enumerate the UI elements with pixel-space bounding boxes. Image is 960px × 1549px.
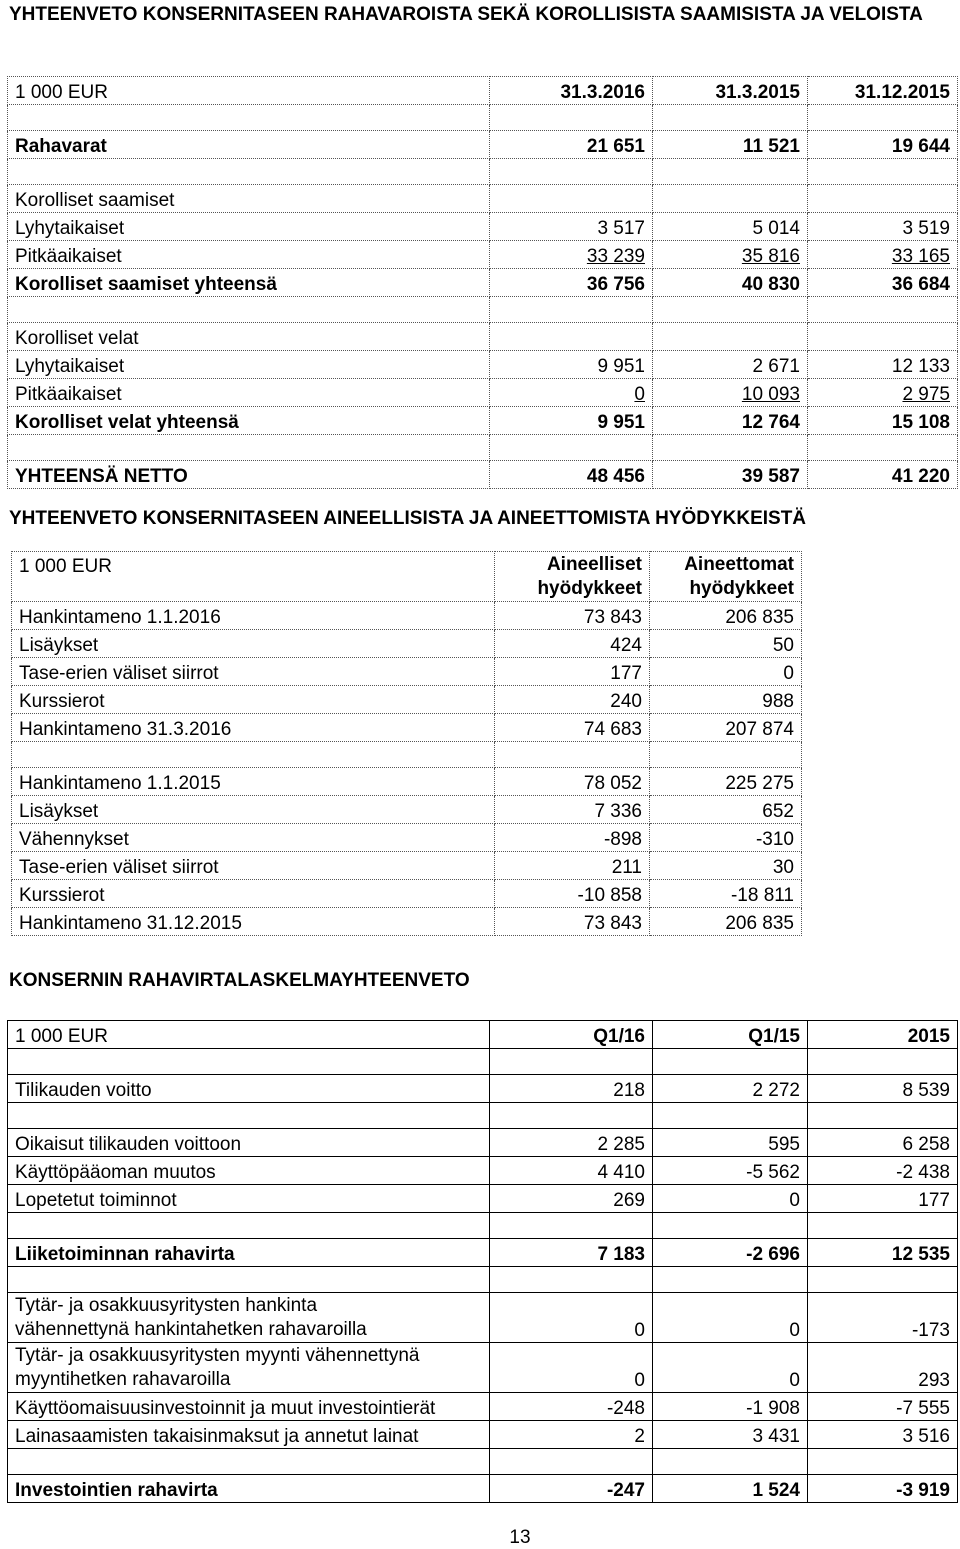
table-row	[8, 1157, 958, 1185]
value-cell: 0	[490, 1343, 653, 1393]
table-row	[8, 1185, 958, 1213]
value-cell: 2 975	[808, 379, 958, 407]
value-cell: 988	[650, 686, 802, 714]
row-label: Lisäykset	[12, 630, 495, 658]
unit-label: 1 000 EUR	[8, 1021, 490, 1049]
value-cell: -5 562	[653, 1157, 808, 1185]
column-header-line: hyödykkeet	[537, 578, 642, 599]
table-row	[12, 658, 802, 686]
value-cell: 78 052	[495, 768, 650, 796]
row-label: Rahavarat	[8, 131, 490, 159]
value-cell: 50	[650, 630, 802, 658]
value-cell: 424	[495, 630, 650, 658]
value-cell: 293	[808, 1343, 958, 1393]
total-row	[8, 407, 958, 435]
row-label-line: Tytär- ja osakkuusyritysten hankinta	[15, 1295, 318, 1316]
value-cell: 3 431	[653, 1421, 808, 1449]
column-header: 31.3.2016	[490, 77, 653, 105]
row-label: Lainasaamisten takaisinmaksut ja annetut lainat	[8, 1421, 490, 1449]
value-cell: -10 858	[495, 880, 650, 908]
header-row	[8, 1021, 958, 1049]
row-label: Pitkäaikaiset	[8, 241, 490, 269]
row-label: Tilikauden voitto	[8, 1075, 490, 1103]
value-cell: 11 521	[653, 131, 808, 159]
value-cell: 4 410	[490, 1157, 653, 1185]
value-cell: -2 438	[808, 1157, 958, 1185]
value-cell: -898	[495, 824, 650, 852]
value-cell: 19 644	[808, 131, 958, 159]
row-label: Oikaisut tilikauden voittoon	[8, 1129, 490, 1157]
group-label: Korolliset saamiset	[8, 185, 490, 213]
unit-label: 1 000 EUR	[12, 552, 495, 602]
value-cell: -3 919	[808, 1475, 958, 1503]
value-cell: 2 671	[653, 351, 808, 379]
table-row	[8, 213, 958, 241]
value-cell: -173	[808, 1293, 958, 1343]
value-cell: 269	[490, 1185, 653, 1213]
cash-and-interest-table	[7, 76, 958, 489]
table-row	[8, 1421, 958, 1449]
value-cell: 2 272	[653, 1075, 808, 1103]
column-header: Q1/16	[490, 1021, 653, 1049]
total-row	[8, 1475, 958, 1503]
table-row	[12, 852, 802, 880]
group-header-row	[8, 323, 958, 351]
row-label: Tase-erien väliset siirrot	[12, 658, 495, 686]
value-cell: 73 843	[495, 908, 650, 936]
value-cell: 12 133	[808, 351, 958, 379]
assets-table	[11, 551, 802, 936]
table-row	[8, 1393, 958, 1421]
value-cell: 240	[495, 686, 650, 714]
row-label: Vähennykset	[12, 824, 495, 852]
unit-label: 1 000 EUR	[8, 77, 490, 105]
value-cell: 7 183	[490, 1239, 653, 1267]
value-cell: 3 519	[808, 213, 958, 241]
section3-title: KONSERNIN RAHAVIRTALASKELMAYHTEENVETO	[9, 970, 470, 991]
total-row	[8, 1239, 958, 1267]
row-label: Käyttöpääoman muutos	[8, 1157, 490, 1185]
value-cell: 0	[490, 379, 653, 407]
value-cell: 177	[495, 658, 650, 686]
column-header: 2015	[808, 1021, 958, 1049]
row-label: Lyhytaikaiset	[8, 213, 490, 241]
row-label: Lyhytaikaiset	[8, 351, 490, 379]
row-label: Korolliset velat yhteensä	[8, 407, 490, 435]
row-label: Tase-erien väliset siirrot	[12, 852, 495, 880]
row-label: YHTEENSÄ NETTO	[8, 461, 490, 489]
value-cell: 2	[490, 1421, 653, 1449]
value-cell: -248	[490, 1393, 653, 1421]
group-label: Korolliset velat	[8, 323, 490, 351]
row-label: Lopetetut toiminnot	[8, 1185, 490, 1213]
row-label: Pitkäaikaiset	[8, 379, 490, 407]
value-cell: -1 908	[653, 1393, 808, 1421]
value-cell: 211	[495, 852, 650, 880]
row-label: Hankintameno 31.12.2015	[12, 908, 495, 936]
value-cell: 30	[650, 852, 802, 880]
row-label: Investointien rahavirta	[8, 1475, 490, 1503]
table-row	[8, 241, 958, 269]
value-cell: 595	[653, 1129, 808, 1157]
value-cell: 0	[653, 1293, 808, 1343]
row-label: Kurssierot	[12, 880, 495, 908]
header-row	[8, 77, 958, 105]
column-header: Q1/15	[653, 1021, 808, 1049]
value-cell: 36 756	[490, 269, 653, 297]
row-label-line: vähennettynä hankintahetken rahavaroilla	[15, 1319, 367, 1340]
value-cell: 10 093	[653, 379, 808, 407]
table-row	[8, 1075, 958, 1103]
table-row	[12, 686, 802, 714]
value-cell: 21 651	[490, 131, 653, 159]
table-row	[8, 1293, 958, 1343]
total-row	[8, 269, 958, 297]
value-cell: 0	[490, 1293, 653, 1343]
value-cell: 177	[808, 1185, 958, 1213]
value-cell: 5 014	[653, 213, 808, 241]
value-cell: 35 816	[653, 241, 808, 269]
value-cell: 206 835	[650, 908, 802, 936]
value-cell: 207 874	[650, 714, 802, 742]
value-cell: 2 285	[490, 1129, 653, 1157]
table-row	[8, 1343, 958, 1393]
value-cell: -2 696	[653, 1239, 808, 1267]
section1-title: YHTEENVETO KONSERNITASEEN RAHAVAROISTA SEKÄ KOROLLISISTA SAAMISISTA JA VELOISTA	[9, 4, 923, 25]
table-row	[8, 131, 958, 159]
row-label: Hankintameno 1.1.2016	[12, 602, 495, 630]
value-cell: 12 535	[808, 1239, 958, 1267]
value-cell: -18 811	[650, 880, 802, 908]
column-header: 31.12.2015	[808, 77, 958, 105]
table-row	[12, 768, 802, 796]
table-row	[12, 714, 802, 742]
value-cell: 225 275	[650, 768, 802, 796]
value-cell: 8 539	[808, 1075, 958, 1103]
value-cell: 1 524	[653, 1475, 808, 1503]
row-label: Korolliset saamiset yhteensä	[8, 269, 490, 297]
value-cell: 7 336	[495, 796, 650, 824]
column-header-line: Aineelliset	[546, 554, 642, 575]
column-header: 31.3.2015	[653, 77, 808, 105]
row-label: Liiketoiminnan rahavirta	[8, 1239, 490, 1267]
row-label-line: myyntihetken rahavaroilla	[15, 1369, 231, 1390]
table-row	[12, 908, 802, 936]
group-header-row	[8, 185, 958, 213]
row-label: Lisäykset	[12, 796, 495, 824]
value-cell: 652	[650, 796, 802, 824]
row-label: Hankintameno 31.3.2016	[12, 714, 495, 742]
table-row	[8, 379, 958, 407]
row-label: Käyttöomaisuusinvestoinnit ja muut investointierät	[8, 1393, 490, 1421]
value-cell: 0	[653, 1185, 808, 1213]
value-cell: -247	[490, 1475, 653, 1503]
value-cell: 206 835	[650, 602, 802, 630]
row-label: Hankintameno 1.1.2015	[12, 768, 495, 796]
total-row	[8, 461, 958, 489]
value-cell: 74 683	[495, 714, 650, 742]
page-number: 13	[509, 1527, 531, 1548]
value-cell: 9 951	[490, 351, 653, 379]
value-cell: 218	[490, 1075, 653, 1103]
value-cell: 0	[653, 1343, 808, 1393]
value-cell: 33 239	[490, 241, 653, 269]
value-cell: 73 843	[495, 602, 650, 630]
value-cell: 3 516	[808, 1421, 958, 1449]
table-row	[12, 824, 802, 852]
value-cell: -310	[650, 824, 802, 852]
header-row	[12, 552, 802, 602]
value-cell: 9 951	[490, 407, 653, 435]
value-cell: 6 258	[808, 1129, 958, 1157]
value-cell: 48 456	[490, 461, 653, 489]
table-row	[8, 351, 958, 379]
value-cell: 0	[650, 658, 802, 686]
row-label: Kurssierot	[12, 686, 495, 714]
column-header-line: Aineettomat	[684, 554, 794, 575]
cash-flow-table	[7, 1020, 958, 1503]
value-cell: 40 830	[653, 269, 808, 297]
value-cell: 12 764	[653, 407, 808, 435]
column-header-line: hyödykkeet	[689, 578, 794, 599]
value-cell: 3 517	[490, 213, 653, 241]
value-cell: 41 220	[808, 461, 958, 489]
value-cell: 15 108	[808, 407, 958, 435]
row-label-line: Tytär- ja osakkuusyritysten myynti vähennettynä	[15, 1345, 420, 1366]
section2-title: YHTEENVETO KONSERNITASEEN AINEELLISISTA JA AINEETTOMISTA HYÖDYKKEISTÄ	[9, 508, 807, 529]
table-row	[12, 602, 802, 630]
table-row	[12, 630, 802, 658]
value-cell: 39 587	[653, 461, 808, 489]
table-row	[8, 1129, 958, 1157]
value-cell: 36 684	[808, 269, 958, 297]
table-row	[12, 796, 802, 824]
value-cell: -7 555	[808, 1393, 958, 1421]
value-cell: 33 165	[808, 241, 958, 269]
table-row	[12, 880, 802, 908]
